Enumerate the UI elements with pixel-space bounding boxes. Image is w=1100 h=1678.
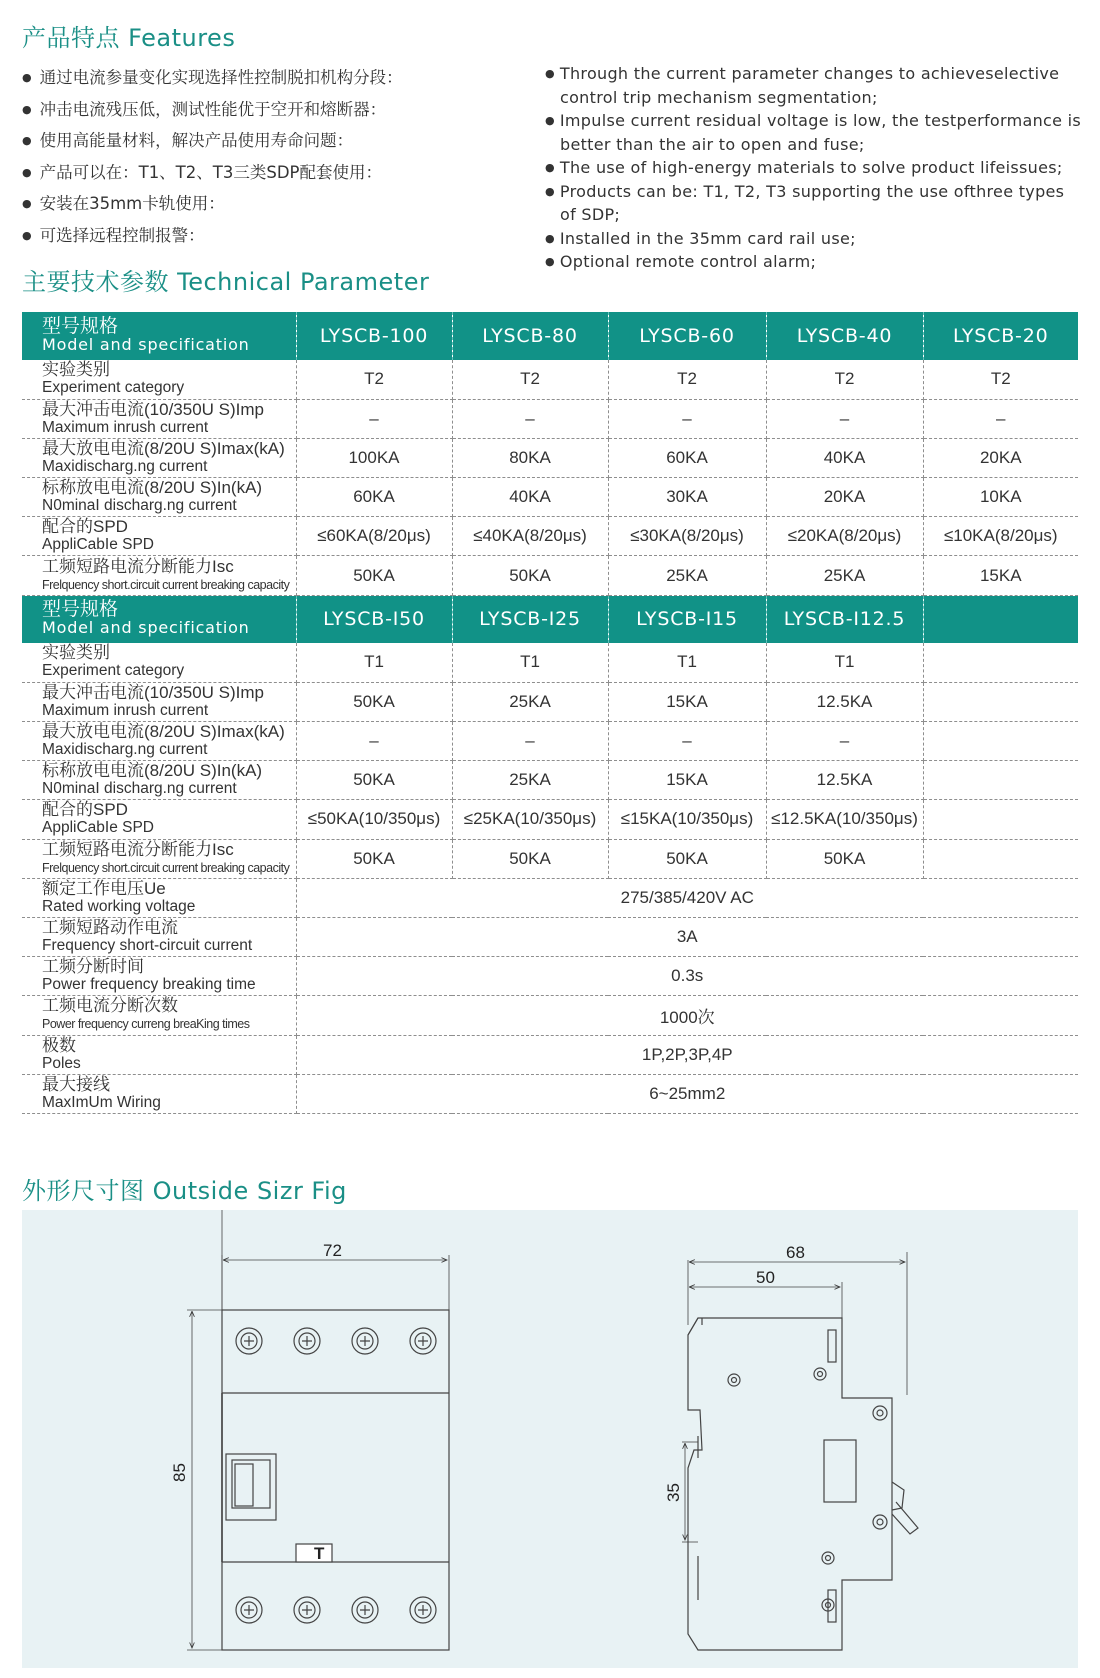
row-label [22, 917, 296, 956]
row-label-cn: 工频短路电流分断能力Isc [42, 556, 234, 576]
table-cell: 100KA [296, 438, 452, 477]
feature-en-item: ● Optional remote control alarm; [545, 250, 1085, 274]
feature-cn-item: ● 可选择远程控制报警： [22, 220, 542, 252]
table-cell: ≤30KA(8/20μs) [608, 517, 766, 556]
table-cell [923, 761, 1078, 800]
common-value: 6~25mm2 [296, 1074, 1078, 1113]
table-row [22, 478, 1078, 517]
table-cell: 25KA [766, 556, 923, 595]
table-cell: 50KA [608, 839, 766, 878]
table-cell: ≤50KA(10/350μs) [296, 800, 452, 839]
row-label [22, 517, 296, 556]
table-cell [923, 643, 1078, 682]
table-cell: – [296, 722, 452, 761]
table-cell: 30KA [608, 478, 766, 517]
row-label-en: Maxidischarg.ng current [42, 457, 208, 475]
t-label: T [314, 1544, 325, 1563]
row-label-cn: 工频分断时间 [42, 957, 144, 977]
features-cn-list [22, 62, 542, 251]
table-cell: – [766, 722, 923, 761]
dim-side-width: 68 [786, 1243, 805, 1262]
dim-front-width: 72 [323, 1241, 342, 1260]
row-label-en: Frelquency short.circuit current breaking capacity [42, 577, 290, 592]
row-label-cn: 极数 [42, 1035, 76, 1055]
table-row [22, 957, 1078, 996]
table-cell: – [766, 399, 923, 438]
table-cell: ≤40KA(8/20μs) [452, 517, 608, 556]
table-row [22, 556, 1078, 595]
row-label [22, 595, 296, 643]
table-row [22, 360, 1078, 399]
feature-cn-item: ● 使用高能量材料，解决产品使用寿命问题： [22, 125, 542, 157]
table-row [22, 399, 1078, 438]
row-label-en: Poles [42, 1054, 81, 1072]
table-cell: 20KA [923, 438, 1078, 477]
table-cell: 12.5KA [766, 761, 923, 800]
dim-side-rail: 35 [664, 1483, 683, 1502]
table-cell: 60KA [296, 478, 452, 517]
row-label [22, 1074, 296, 1113]
table-cell: ≤10KA(8/20μs) [923, 517, 1078, 556]
row-label [22, 556, 296, 595]
feature-en-item: ● The use of high-energy materials to solve product lifeissues; [545, 156, 1085, 180]
row-label-cn: 额定工作电压Ue [42, 878, 166, 898]
table-cell [923, 722, 1078, 761]
row-label-en: MaxImUm Wiring [42, 1093, 161, 1111]
row-label-cn: 工频短路电流分断能力Isc [42, 839, 234, 859]
feature-cn-item: ● 通过电流参量变化实现选择性控制脱扣机构分段： [22, 62, 542, 94]
common-value: 3A [296, 917, 1078, 956]
row-label-en: Maximum inrush current [42, 701, 209, 719]
table-cell: 15KA [923, 556, 1078, 595]
table-cell: – [608, 399, 766, 438]
table-cell: T1 [296, 643, 452, 682]
table-cell: 12.5KA [766, 682, 923, 721]
row-label-cn: 最大放电电流(8/20U S)Imax(kA) [42, 438, 285, 458]
table-cell: 50KA [452, 839, 608, 878]
table-row [22, 800, 1078, 839]
row-label-cn: 标称放电电流(8/20U S)In(kA) [42, 761, 263, 781]
row-label-cn: 配合的SPD [42, 800, 128, 820]
features-title: 产品特点 Features [22, 24, 236, 52]
model-header: LYSCB-I25 [452, 595, 608, 643]
row-label-cn: 工频电流分断次数 [42, 996, 178, 1016]
table-cell: 50KA [296, 761, 452, 800]
row-label [22, 478, 296, 517]
row-label-cn: 配合的SPD [42, 517, 128, 537]
table-cell: 50KA [296, 682, 452, 721]
table-cell: – [452, 399, 608, 438]
row-label [22, 682, 296, 721]
feature-en-item: ● Through the current parameter changes to achieveselective control trip mechanism segmentation; [545, 62, 1085, 109]
table-row [22, 643, 1078, 682]
table-header-row [22, 595, 1078, 643]
common-value: 275/385/420V AC [296, 878, 1078, 917]
model-header: LYSCB-100 [296, 312, 452, 360]
row-label-en: Frelquency short.circuit current breaking capacity [42, 860, 290, 875]
table-cell: ≤20KA(8/20μs) [766, 517, 923, 556]
common-value: 0.3s [296, 957, 1078, 996]
row-label-en: Maxidischarg.ng current [42, 741, 208, 759]
dimension-drawing [22, 1210, 1078, 1668]
row-label-cn: 最大接线 [42, 1074, 110, 1094]
tech-title: 主要技术参数 Technical Parameter [22, 268, 430, 296]
row-label [22, 399, 296, 438]
table-cell [923, 682, 1078, 721]
row-label-en: Model and specification [42, 618, 250, 638]
row-label-cn: 最大放电电流(8/20U S)Imax(kA) [42, 722, 285, 742]
row-label-en: N0minaI discharg.ng current [42, 497, 237, 515]
row-label-en: Power frequency breaking time [42, 976, 256, 994]
feature-cn-item: ● 产品可以在：T1、T2、T3三类SDP配套使用： [22, 157, 542, 189]
row-label [22, 996, 296, 1035]
feature-en-item: ● Products can be: T1, T2, T3 supporting the use ofthree types of SDP; [545, 180, 1085, 227]
table-cell [923, 839, 1078, 878]
table-cell: 25KA [608, 556, 766, 595]
table-cell: 50KA [766, 839, 923, 878]
dim-side-inner: 50 [756, 1268, 775, 1287]
row-label-cn: 标称放电电流(8/20U S)In(kA) [42, 478, 263, 498]
table-cell: 40KA [452, 478, 608, 517]
table-cell: 10KA [923, 478, 1078, 517]
row-label [22, 360, 296, 399]
feature-en-item: ● Installed in the 35mm card rail use; [545, 227, 1085, 251]
model-header [923, 595, 1078, 643]
table-cell: T1 [452, 643, 608, 682]
table-cell: T1 [766, 643, 923, 682]
row-label-cn: 最大冲击电流(10/350U S)Imp [42, 682, 264, 702]
common-value: 1P,2P,3P,4P [296, 1035, 1078, 1074]
table-cell: 15KA [608, 761, 766, 800]
table-row [22, 438, 1078, 477]
model-header: LYSCB-I15 [608, 595, 766, 643]
table-cell: ≤12.5KA(10/350μs) [766, 800, 923, 839]
row-label-en: N0minaI discharg.ng current [42, 780, 237, 798]
table-row [22, 839, 1078, 878]
table-cell: – [608, 722, 766, 761]
table-row [22, 761, 1078, 800]
row-label [22, 957, 296, 996]
table-row [22, 917, 1078, 956]
row-label [22, 878, 296, 917]
row-label-en: Experiment category [42, 379, 185, 397]
model-header: LYSCB-20 [923, 312, 1078, 360]
row-label-en: Model and specification [42, 335, 250, 354]
table-row [22, 722, 1078, 761]
row-label [22, 722, 296, 761]
table-cell: 15KA [608, 682, 766, 721]
row-label-cn: 实验类别 [42, 360, 110, 380]
table-cell: 50KA [296, 839, 452, 878]
table-cell: ≤60KA(8/20μs) [296, 517, 452, 556]
table-row [22, 878, 1078, 917]
row-label [22, 438, 296, 477]
outline-figure [22, 1210, 1078, 1668]
table-cell: T2 [766, 360, 923, 399]
table-row [22, 1074, 1078, 1113]
row-label [22, 1035, 296, 1074]
row-label-en: Frequency short-circuit current [42, 937, 253, 955]
table-cell: 20KA [766, 478, 923, 517]
spec-table [22, 312, 1078, 1114]
row-label-en: AppliCabIe SPD [42, 819, 155, 837]
feature-cn-item: ● 安装在35mm卡轨使用： [22, 188, 542, 220]
row-label [22, 312, 296, 360]
table-cell: T2 [608, 360, 766, 399]
model-header: LYSCB-I12.5 [766, 595, 923, 643]
side-view [682, 1252, 918, 1650]
row-label-cn: 最大冲击电流(10/350U S)Imp [42, 399, 264, 419]
table-cell: ≤15KA(10/350μs) [608, 800, 766, 839]
features-en-list [545, 62, 1085, 274]
row-label-cn: 工频短路动作电流 [42, 918, 178, 938]
table-cell: T2 [296, 360, 452, 399]
outside-title: 外形尺寸图 Outside Sizr Fig [22, 1177, 347, 1205]
row-label [22, 839, 296, 878]
row-label-cn: 型号规格 [42, 316, 119, 337]
feature-en-item: ● Impulse current residual voltage is low, the testperformance is better than the air to open and fuse; [545, 109, 1085, 156]
feature-cn-item: ● 冲击电流残压低，测试性能优于空开和熔断器： [22, 94, 542, 126]
table-cell: 60KA [608, 438, 766, 477]
table-cell: – [296, 399, 452, 438]
row-label [22, 761, 296, 800]
common-value: 1000次 [296, 996, 1078, 1035]
table-cell: – [452, 722, 608, 761]
table-cell: 50KA [452, 556, 608, 595]
table-row [22, 682, 1078, 721]
row-label-en: Rated working voltage [42, 897, 196, 915]
table-cell [923, 800, 1078, 839]
model-header: LYSCB-I50 [296, 595, 452, 643]
table-cell: 40KA [766, 438, 923, 477]
row-label-en: Experiment category [42, 662, 185, 680]
row-label-cn: 实验类别 [42, 643, 110, 663]
row-label-en: AppliCabIe SPD [42, 536, 155, 554]
table-cell: T2 [452, 360, 608, 399]
front-view [187, 1210, 449, 1650]
table-row [22, 996, 1078, 1035]
dim-front-height: 85 [170, 1463, 189, 1482]
row-label-cn: 型号规格 [42, 599, 119, 621]
row-label-en: Maximum inrush current [42, 418, 209, 436]
row-label-en: Power frequency curreng breaKing times [42, 1017, 250, 1032]
table-cell: 25KA [452, 682, 608, 721]
model-header: LYSCB-40 [766, 312, 923, 360]
table-cell: 50KA [296, 556, 452, 595]
table-row [22, 1035, 1078, 1074]
table-cell: – [923, 399, 1078, 438]
table-cell: 25KA [452, 761, 608, 800]
row-label [22, 800, 296, 839]
table-row [22, 517, 1078, 556]
table-cell: 80KA [452, 438, 608, 477]
table-header-row [22, 312, 1078, 360]
table-cell: T1 [608, 643, 766, 682]
table-cell: T2 [923, 360, 1078, 399]
row-label [22, 643, 296, 682]
model-header: LYSCB-80 [452, 312, 608, 360]
model-header: LYSCB-60 [608, 312, 766, 360]
table-cell: ≤25KA(10/350μs) [452, 800, 608, 839]
